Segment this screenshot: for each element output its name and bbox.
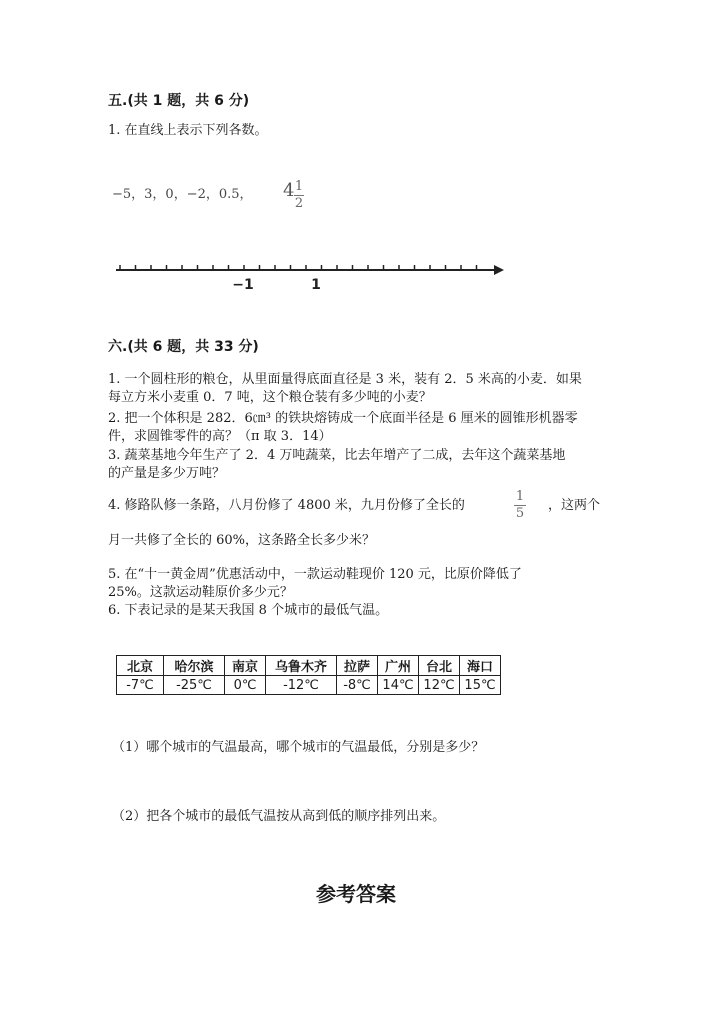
table-cell: 海口 <box>460 656 501 676</box>
q4-line2: 月一共修了全长的 60%，这条路全长多少米？ <box>108 533 376 548</box>
number-list: −5，3，0，−2，0.5， <box>112 187 253 202</box>
axis-label-1: 1 <box>311 277 321 293</box>
table-cell: 14℃ <box>378 676 419 695</box>
q4-fraction-numerator: 1 <box>515 489 525 504</box>
sub-question-1: （1）哪个城市的气温最高，哪个城市的气温最低，分别是多少？ <box>112 740 485 755</box>
table-cell: -8℃ <box>337 676 378 695</box>
temperature-table <box>116 655 501 695</box>
table-cell: 南京 <box>225 656 266 676</box>
section6-heading: 六.(共 6 题，共 33 分) <box>108 339 259 355</box>
q1-line2: 每立方米小麦重 0．7 吨，这个粮仓装有多少吨的小麦？ <box>108 390 432 405</box>
table-cell: 北京 <box>117 656 164 676</box>
sub-question-2: （2）把各个城市的最低气温按从高到低的顺序排列出来。 <box>112 809 446 824</box>
mixed-number-fraction <box>294 180 304 211</box>
q4-line1-part1: 4. 修路队修一条路，八月份修了 4800 米，九月份修了全长的 <box>108 498 465 513</box>
mixed-number-numerator: 1 <box>294 179 304 194</box>
axis-label-neg1: −1 <box>232 277 254 293</box>
table-cell: 乌鲁木齐 <box>266 656 337 676</box>
q4-fraction-denominator: 5 <box>515 506 525 521</box>
table-row-temps <box>117 676 501 695</box>
q4-fraction <box>514 490 526 521</box>
table-cell: -7℃ <box>117 676 164 695</box>
table-cell: 拉萨 <box>337 656 378 676</box>
q3-line2: 的产量是多少万吨？ <box>108 466 226 481</box>
q2-line2: 件，求圆锥零件的高？（π 取 3．14） <box>108 429 332 444</box>
table-cell: 12℃ <box>419 676 460 695</box>
table-row-cities <box>117 656 501 676</box>
table-cell: -12℃ <box>266 676 337 695</box>
q6-text: 6. 下表记录的是某天我国 8 个城市的最低气温。 <box>108 603 389 618</box>
mixed-number-whole: 4 <box>283 180 295 201</box>
answer-title: 参考答案 <box>316 882 396 906</box>
table-cell: 15℃ <box>460 676 501 695</box>
q2-line1: 2. 把一个体积是 282．6㎝³ 的铁块熔铸成一个底面半径是 6 厘米的圆锥形机器零 <box>108 411 578 426</box>
table-cell: 哈尔滨 <box>164 656 225 676</box>
table-cell: 台北 <box>419 656 460 676</box>
section5-question1: 1. 在直线上表示下列各数。 <box>108 123 268 138</box>
q5-line2: 25%。这款运动鞋原价多少元？ <box>108 585 293 600</box>
q3-line1: 3. 蔬菜基地今年生产了 2．4 万吨蔬菜，比去年增产了二成，去年这个蔬菜基地 <box>108 448 566 463</box>
mixed-number-denominator: 2 <box>294 196 304 211</box>
number-line <box>110 258 510 298</box>
q5-line1: 5. 在“十一黄金周”优惠活动中，一款运动鞋现价 120 元，比原价降低了 <box>108 567 522 582</box>
q4-line1-part2: ，这两个 <box>548 498 601 513</box>
table-cell: -25℃ <box>164 676 225 695</box>
q1-line1: 1. 一个圆柱形的粮仓，从里面量得底面直径是 3 米，装有 2．5 米高的小麦．如果 <box>108 372 582 387</box>
section5-heading: 五.(共 1 题，共 6 分) <box>108 93 250 109</box>
table-cell: 广州 <box>378 656 419 676</box>
table-cell: 0℃ <box>225 676 266 695</box>
number-line-arrow <box>494 265 504 275</box>
